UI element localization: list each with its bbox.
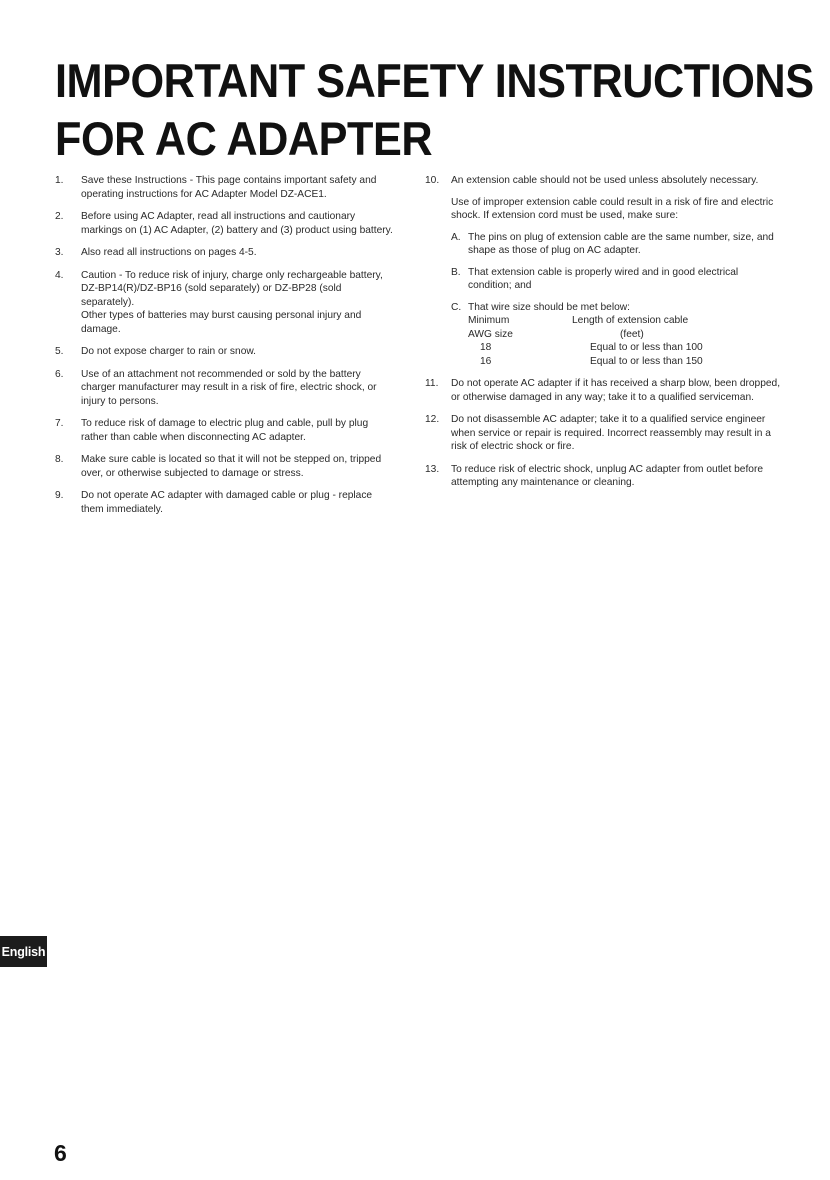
item-number: 8. (55, 454, 64, 465)
sub-item-text: The pins on plug of extension cable are the same number, size, and shape as those of plug on AC adapter. (468, 231, 774, 256)
item-number: 5. (55, 346, 64, 357)
instruction-item-10 (425, 174, 783, 368)
wire-table-awg: 16 (480, 355, 492, 367)
left-column (55, 174, 395, 525)
wire-size-table (451, 314, 783, 368)
item-number: 12. (425, 414, 440, 425)
instruction-item-5 (55, 345, 395, 359)
item-number: 4. (55, 269, 64, 281)
item-text: To reduce risk of damage to electric plug and cable, pull by plug rather than cable when disconnecting AC adapter. (81, 418, 369, 443)
table-row (468, 341, 703, 355)
item-text: Use of an attachment not recommended or sold by the battery charger manufacturer may result in a risk of fire, electric shock, or injury to persons. (81, 368, 377, 407)
instruction-item-3 (55, 246, 395, 260)
item-text: Do not disassemble AC adapter; take it to a qualified service engineer when service or repair is required. Incorrect reassembly may result in a risk of electric shock or fire. (451, 414, 771, 452)
sub-item-letter: B. (451, 266, 461, 278)
instruction-item-6 (55, 368, 395, 409)
wire-table-header-minimum: Minimum (468, 315, 510, 326)
item-number: 3. (55, 247, 64, 258)
instruction-item-4 (55, 269, 395, 337)
instruction-item-13 (425, 463, 783, 490)
item-number: 2. (55, 211, 64, 222)
item-number: 10. (425, 175, 440, 186)
instruction-item-12 (425, 413, 783, 454)
wire-table-header-feet: (feet) (620, 328, 644, 340)
item-number: 13. (425, 463, 440, 475)
item-text: Save these Instructions - This page contains important safety and operating instructions for AC Adapter Model DZ-ACE1. (81, 175, 377, 200)
wire-table-header-row (468, 314, 703, 328)
page-title (55, 52, 814, 168)
wire-table-header-row (468, 328, 703, 342)
sub-item-letter: C. (451, 301, 462, 313)
item-text: Before using AC Adapter, read all instructions and cautionary markings on (1) AC Adapter, (2) battery and (3) product using battery. (81, 211, 393, 236)
title-line-2: FOR AC ADAPTER (55, 112, 433, 165)
instruction-item-7 (55, 417, 395, 444)
title-line-1: IMPORTANT SAFETY INSTRUCTIONS (55, 54, 814, 107)
item-text: To reduce risk of electric shock, unplug AC adapter from outlet before attempting any maintenance or cleaning. (451, 463, 764, 488)
sub-item-letter: A. (451, 231, 461, 243)
item-text-continued: Use of improper extension cable could result in a risk of fire and electric shock. If extension cord must be used, make sure: (451, 196, 774, 221)
item-text: Make sure cable is located so that it will not be stepped on, tripped over, or otherwise subjected to damage or stress. (81, 454, 382, 479)
language-tab: English (0, 936, 47, 967)
item-number: 11. (425, 378, 439, 389)
instruction-item-9 (55, 489, 395, 516)
right-column (425, 174, 783, 499)
item-text-continued: Other types of batteries may burst causing personal injury and damage. (81, 310, 362, 335)
wire-table-header-awg: AWG size (468, 328, 513, 340)
item-text: Also read all instructions on pages 4-5. (81, 247, 257, 258)
wire-table-length: Equal to or less than 100 (590, 342, 703, 353)
instruction-item-2 (55, 210, 395, 237)
item-number: 1. (55, 175, 64, 186)
sub-item-c (451, 301, 783, 315)
wire-table-awg: 18 (480, 342, 492, 353)
sub-item-text: That wire size should be met below: (468, 301, 630, 313)
item-text: Do not expose charger to rain or snow. (81, 346, 256, 357)
item-text: Do not operate AC adapter if it has received a sharp blow, been dropped, or otherwise damaged in any way; take it to a qualified serviceman. (451, 378, 781, 403)
sub-item-a (451, 231, 783, 258)
instruction-item-1 (55, 174, 395, 201)
wire-table-length: Equal to or less than 150 (590, 355, 703, 367)
item-number: 9. (55, 490, 64, 501)
instruction-item-8 (55, 453, 395, 480)
instruction-item-11 (425, 377, 783, 404)
item-text: An extension cable should not be used unless absolutely necessary. (451, 175, 759, 186)
item-text: Caution - To reduce risk of injury, charge only rechargeable battery, DZ-BP14(R)/DZ-BP16 (sold separately) or DZ-BP28 (sold separately). (81, 269, 383, 308)
table-row (468, 355, 703, 369)
sub-item-text: That extension cable is properly wired and in good electrical condition; and (468, 266, 739, 291)
item-number: 6. (55, 368, 64, 380)
sub-item-b (451, 266, 783, 293)
item-number: 7. (55, 418, 64, 429)
page-number: 6 (54, 1140, 67, 1166)
item-text: Do not operate AC adapter with damaged cable or plug - replace them immediately. (81, 490, 373, 515)
wire-table-header-length: Length of extension cable (572, 315, 689, 326)
